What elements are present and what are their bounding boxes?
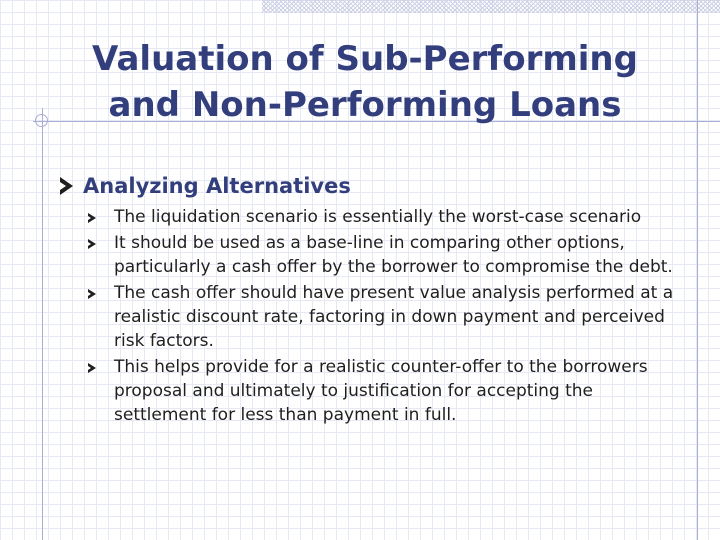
section-heading-text: Analyzing Alternatives: [83, 174, 351, 198]
bullet-text: It should be used as a base-line in comparing other options, particularly a cash offer by the borrower to compromise the debt.: [114, 233, 673, 277]
arrow-bullet-icon: [88, 239, 96, 249]
bullet-text: The cash offer should have present value analysis performed at a realistic discount rate, factoring in down payment and perceived risk factors.: [114, 283, 674, 351]
bullet-text: The liquidation scenario is essentially the worst-case scenario: [114, 207, 642, 227]
arrow-bullet-icon: [88, 213, 96, 223]
arrow-bullet-icon: [88, 289, 96, 299]
list-item: [88, 355, 688, 427]
bullet-list: [88, 205, 688, 429]
list-item: [88, 231, 688, 279]
right-vertical-rule: [697, 0, 698, 540]
list-item: [88, 205, 688, 229]
slide-title-line-1: Valuation of Sub-Performing: [92, 39, 638, 79]
left-vertical-rule: [42, 108, 43, 540]
arrow-bullet-icon: [88, 363, 96, 373]
arrow-bullet-icon: [60, 177, 73, 195]
bullet-text: This helps provide for a realistic counter-offer to the borrowers proposal and ultimately to justification for accepting the settlement for less than payment in full.: [114, 357, 648, 425]
header-decoration: [262, 0, 720, 13]
slide-title-line-2: and Non-Performing Loans: [108, 85, 622, 125]
slide-title: [40, 36, 690, 128]
list-item: [88, 281, 688, 353]
section-heading: [60, 172, 351, 200]
